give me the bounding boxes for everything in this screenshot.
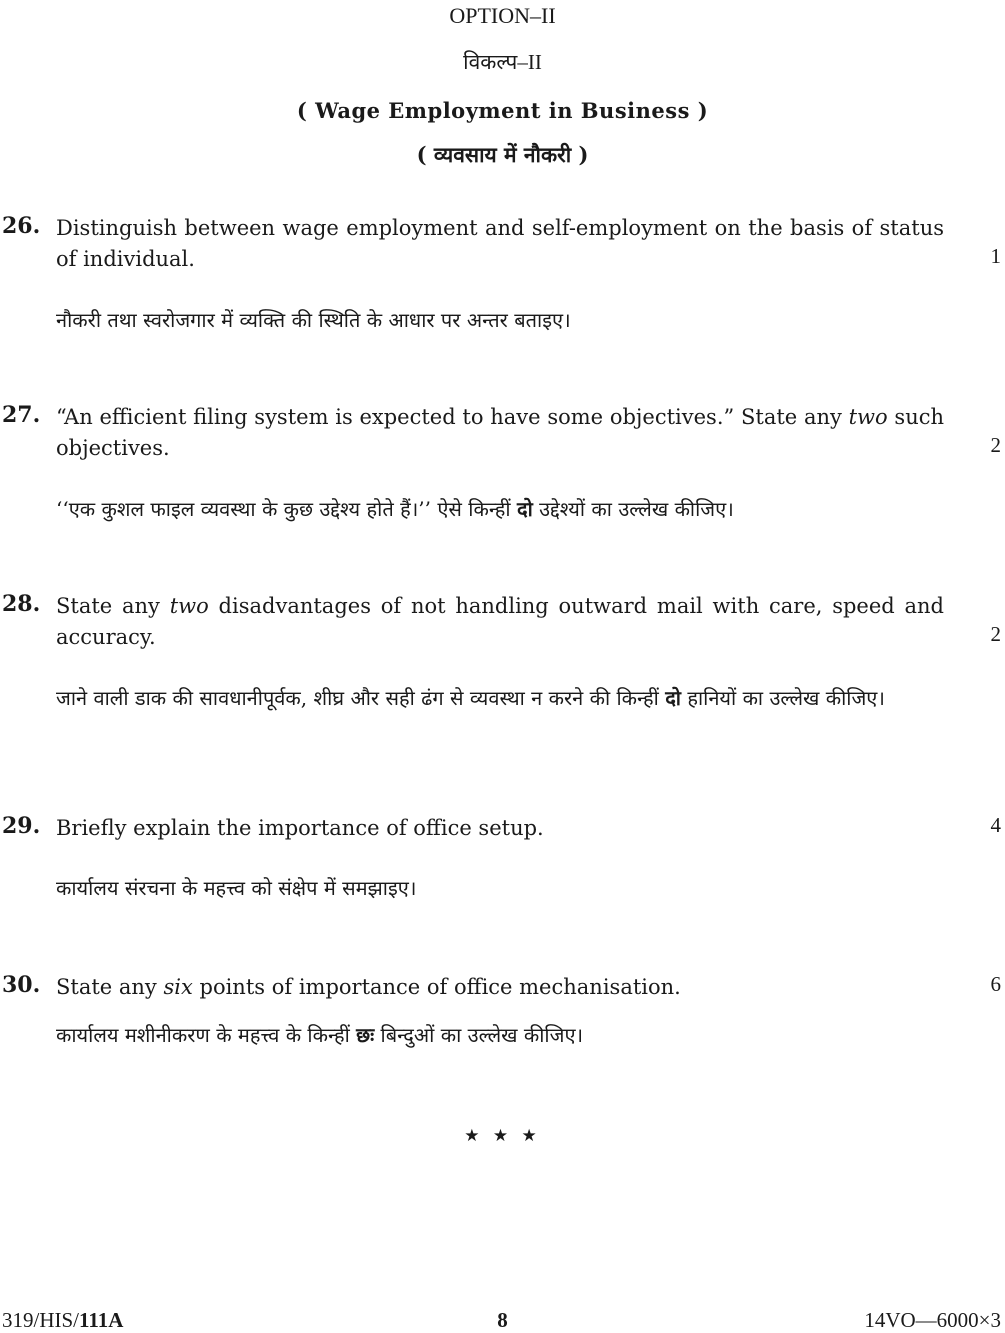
question-text-hi: जाने वाली डाक की सावधानीपूर्वक, शीघ्र और सही ढंग से व्यवस्था न करने की किन्हीं दो हानियों का उल्लेख कीजिए।: [56, 686, 885, 710]
question-marks: 4: [990, 813, 1001, 837]
question-text-en: State any two disadvantages of not handling outward mail with care, speed and accuracy.: [56, 594, 944, 649]
question-number: 28.: [2, 591, 41, 617]
print-code: 14VO—6000×3: [864, 1308, 1001, 1332]
end-of-paper-stars: ★ ★ ★: [464, 1126, 541, 1146]
emphasis: छः: [356, 1023, 375, 1047]
option-heading: OPTION–II: [449, 3, 556, 28]
question-text-en: Distinguish between wage employment and self-employment on the basis of status of individual.: [56, 216, 944, 271]
question-number: 27.: [2, 402, 41, 428]
option-heading-hindi: विकल्प–II: [463, 50, 542, 74]
page-number: 8: [497, 1308, 508, 1332]
question-number: 26.: [2, 213, 41, 239]
emphasis: two: [848, 405, 888, 429]
section-title-hindi: ( व्यवसाय में नौकरी ): [416, 142, 589, 167]
emphasis: two: [169, 594, 209, 618]
question-marks: 1: [990, 244, 1001, 268]
section-title: ( Wage Employment in Business ): [296, 98, 709, 123]
emphasis: दो: [665, 686, 681, 710]
question-text-hi: नौकरी तथा स्वरोजगार में व्यक्ति की स्थिति के आधार पर अन्तर बताइए।: [56, 308, 571, 332]
question-marks: 2: [990, 622, 1001, 646]
question-text-hi: कार्यालय संरचना के महत्त्व को संक्षेप में समझाइए।: [56, 876, 417, 900]
question-text-hi: कार्यालय मशीनीकरण के महत्त्व के किन्हीं छः बिन्दुओं का उल्लेख कीजिए।: [56, 1023, 584, 1047]
question-number: 29.: [2, 813, 41, 839]
question-number: 30.: [2, 972, 41, 998]
question-text-en: State any six points of importance of office mechanisation.: [56, 975, 681, 999]
question-marks: 2: [990, 433, 1001, 457]
emphasis: दो: [516, 497, 533, 521]
emphasis: six: [163, 975, 193, 999]
question-text-hi: ‘‘एक कुशल फाइल व्यवस्था के कुछ उद्देश्य होते हैं।’’ ऐसे किन्हीं दो उद्देश्यों का उल्लेख कीजिए।: [56, 497, 734, 521]
question-text-en: Briefly explain the importance of office setup.: [56, 816, 544, 840]
question-text-en: “An efficient filing system is expected to have some objectives.” State any two such objectives.: [56, 405, 945, 460]
paper-code: 319/HIS/111A: [2, 1308, 124, 1332]
question-marks: 6: [990, 972, 1001, 996]
